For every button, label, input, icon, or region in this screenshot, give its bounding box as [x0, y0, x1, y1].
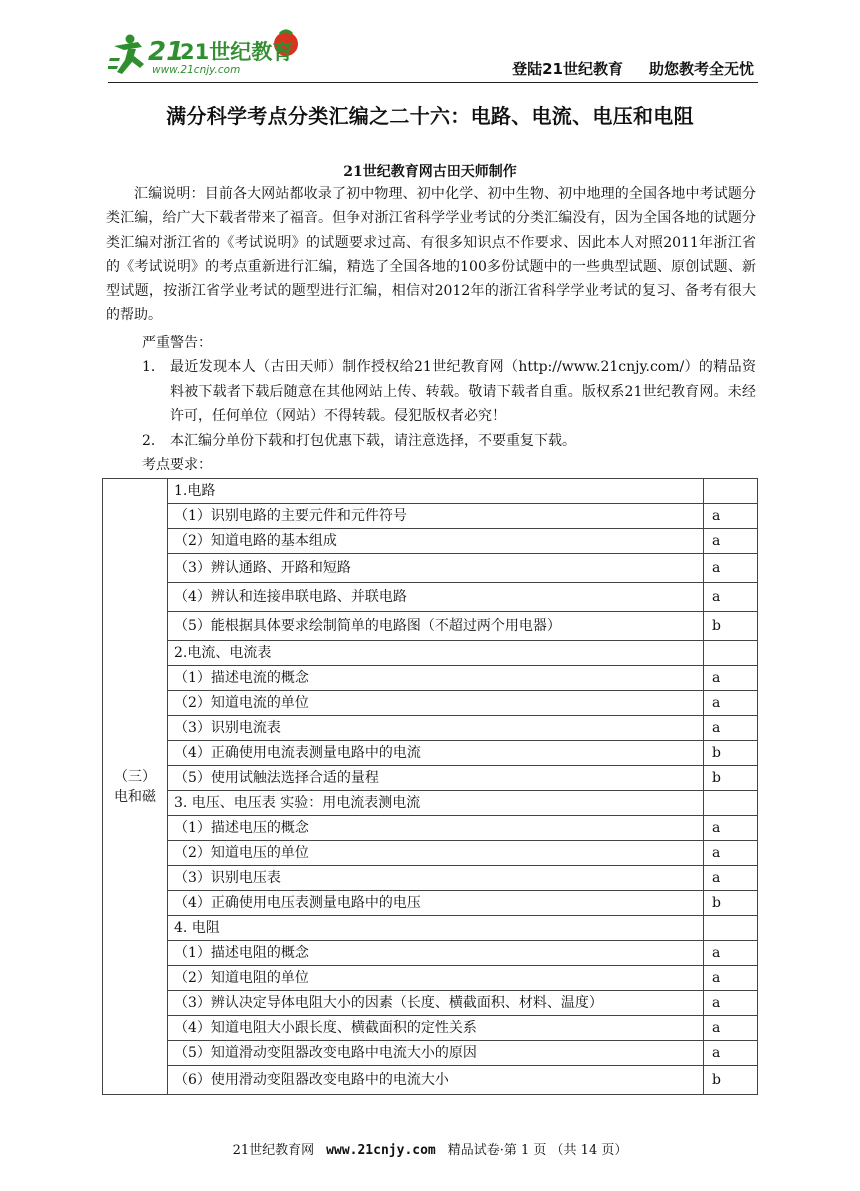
requirements-table — [102, 478, 758, 1095]
intro-paragraph: 汇编说明：目前各大网站都收录了初中物理、初中化学、初中生物、初中地理的全国各地中考试题分类汇编，给广大下载者带来了福音。但争对浙江省科学学业考试的分类汇编没有，因为全国各地的试题分类汇编对浙江省的《考试说明》的试题要求过高、有很多知识点不作要求、因此本人对照2011年浙江省的《考试说明》的考点重新进行汇编，精选了全国各地的100多份试题中的一些典型试题、原创试题、新型试题，按浙江省学业考试的题型进行汇编，相信对2012年的浙江省科学学业考试的复习、备考有很大的帮助。 — [106, 186, 756, 324]
level-cell: a — [704, 866, 758, 891]
item-cell: （3）识别电流表 — [168, 716, 704, 741]
item-cell: 3. 电压、电压表 实验：用电流表测电流 — [168, 791, 704, 816]
level-cell — [704, 916, 758, 941]
warning-text: 最近发现本人（古田天师）制作授权给21世纪教育网（http://www.21cnjy.com/）的精品资料被下载者下载后随意在其他网站上传、转载。敬请下载者自重。版权系21世纪教育网。未经许可，任何单位（网站）不得转载。侵犯版权者必究！ — [170, 359, 756, 424]
table-row — [103, 866, 758, 891]
slogan-tagline: 助您教考全无忧 — [648, 60, 754, 78]
item-cell: （2）知道电阻的单位 — [168, 966, 704, 991]
footer-site-name: 21世纪教育网 — [232, 1143, 315, 1158]
category-number: （三） — [114, 768, 156, 785]
level-cell: b — [704, 1066, 758, 1095]
svg-text:21: 21 — [148, 37, 185, 67]
item-cell: （3）辨认通路、开路和短路 — [168, 554, 704, 583]
level-cell: a — [704, 941, 758, 966]
table-row — [103, 966, 758, 991]
item-cell: （5）使用试触法选择合适的量程 — [168, 766, 704, 791]
level-cell: a — [704, 666, 758, 691]
item-cell: （1）识别电路的主要元件和元件符号 — [168, 504, 704, 529]
table-row — [103, 891, 758, 916]
logo-runner-icon — [108, 28, 308, 80]
footer-page-info: 精品试卷·第 1 页 （共 14 页） — [447, 1143, 628, 1158]
logo-url: www.21cnjy.com — [152, 64, 241, 76]
item-cell: （3）辨认决定导体电阻大小的因素（长度、横截面积、材料、温度） — [168, 991, 704, 1016]
item-cell: （4）正确使用电压表测量电路中的电压 — [168, 891, 704, 916]
level-cell: b — [704, 891, 758, 916]
item-cell: 4. 电阻 — [168, 916, 704, 941]
warning-item-1 — [142, 355, 756, 429]
warning-label: 严重警告： — [142, 335, 212, 351]
item-cell: （5）能根据具体要求绘制简单的电路图（不超过两个用电器） — [168, 612, 704, 641]
item-cell: （5）知道滑动变阻器改变电路中电流大小的原因 — [168, 1041, 704, 1066]
item-cell: （1）描述电阻的概念 — [168, 941, 704, 966]
document-title: 满分科学考点分类汇编之二十六：电路、电流、电压和电阻 — [166, 104, 694, 128]
item-cell: （4）辨认和连接串联电路、并联电路 — [168, 583, 704, 612]
page-footer — [0, 1139, 860, 1158]
item-cell: （2）知道电压的单位 — [168, 841, 704, 866]
page-header — [108, 28, 758, 83]
table-row — [103, 716, 758, 741]
level-cell: a — [704, 1016, 758, 1041]
warning-number: 2． — [142, 433, 165, 449]
table-row — [103, 791, 758, 816]
item-cell: （1）描述电压的概念 — [168, 816, 704, 841]
table-row — [103, 666, 758, 691]
level-cell: a — [704, 966, 758, 991]
table-row — [103, 991, 758, 1016]
level-cell — [704, 479, 758, 504]
table-row — [103, 766, 758, 791]
requirements-label: 考点要求： — [142, 457, 212, 473]
table-row — [103, 479, 758, 504]
level-cell: b — [704, 741, 758, 766]
level-cell — [704, 791, 758, 816]
level-cell: a — [704, 816, 758, 841]
category-name: 电和磁 — [114, 788, 156, 805]
table-row — [103, 916, 758, 941]
table-row — [103, 1041, 758, 1066]
header-slogan — [512, 58, 754, 79]
level-cell: a — [704, 841, 758, 866]
item-cell: （4）知道电阻大小跟长度、横截面积的定性关系 — [168, 1016, 704, 1041]
site-logo[interactable] — [108, 28, 308, 80]
document-author: 21世纪教育网古田天师制作 — [343, 164, 517, 180]
level-cell: a — [704, 554, 758, 583]
level-cell: a — [704, 716, 758, 741]
item-cell: （4）正确使用电流表测量电路中的电流 — [168, 741, 704, 766]
item-cell: 1.电路 — [168, 479, 704, 504]
table-row — [103, 816, 758, 841]
table-row — [103, 691, 758, 716]
table-row — [103, 612, 758, 641]
level-cell: a — [704, 529, 758, 554]
item-cell: （3）识别电压表 — [168, 866, 704, 891]
category-cell — [103, 479, 168, 1095]
logo-text: 21世纪教育 — [180, 40, 294, 64]
table-row — [103, 641, 758, 666]
table-row — [103, 529, 758, 554]
table-row — [103, 841, 758, 866]
table-row — [103, 554, 758, 583]
item-cell: （6）使用滑动变阻器改变电路中的电流大小 — [168, 1066, 704, 1095]
table-row — [103, 741, 758, 766]
item-cell: （2）知道电流的单位 — [168, 691, 704, 716]
table-row — [103, 1066, 758, 1095]
warning-text: 本汇编分单份下载和打包优惠下载，请注意选择，不要重复下载。 — [170, 433, 576, 449]
item-cell: （2）知道电路的基本组成 — [168, 529, 704, 554]
level-cell: a — [704, 991, 758, 1016]
item-cell: （1）描述电流的概念 — [168, 666, 704, 691]
level-cell: a — [704, 691, 758, 716]
level-cell — [704, 641, 758, 666]
level-cell: a — [704, 504, 758, 529]
footer-site-url[interactable]: www.21cnjy.com — [326, 1143, 436, 1158]
table-row — [103, 1016, 758, 1041]
table-row — [103, 504, 758, 529]
level-cell: b — [704, 612, 758, 641]
warning-item-2 — [142, 429, 756, 454]
item-cell: 2.电流、电流表 — [168, 641, 704, 666]
slogan-login: 登陆21世纪教育 — [512, 60, 623, 78]
level-cell: b — [704, 766, 758, 791]
table-row — [103, 583, 758, 612]
level-cell: a — [704, 583, 758, 612]
table-row — [103, 941, 758, 966]
warning-number: 1． — [142, 359, 165, 375]
level-cell: a — [704, 1041, 758, 1066]
